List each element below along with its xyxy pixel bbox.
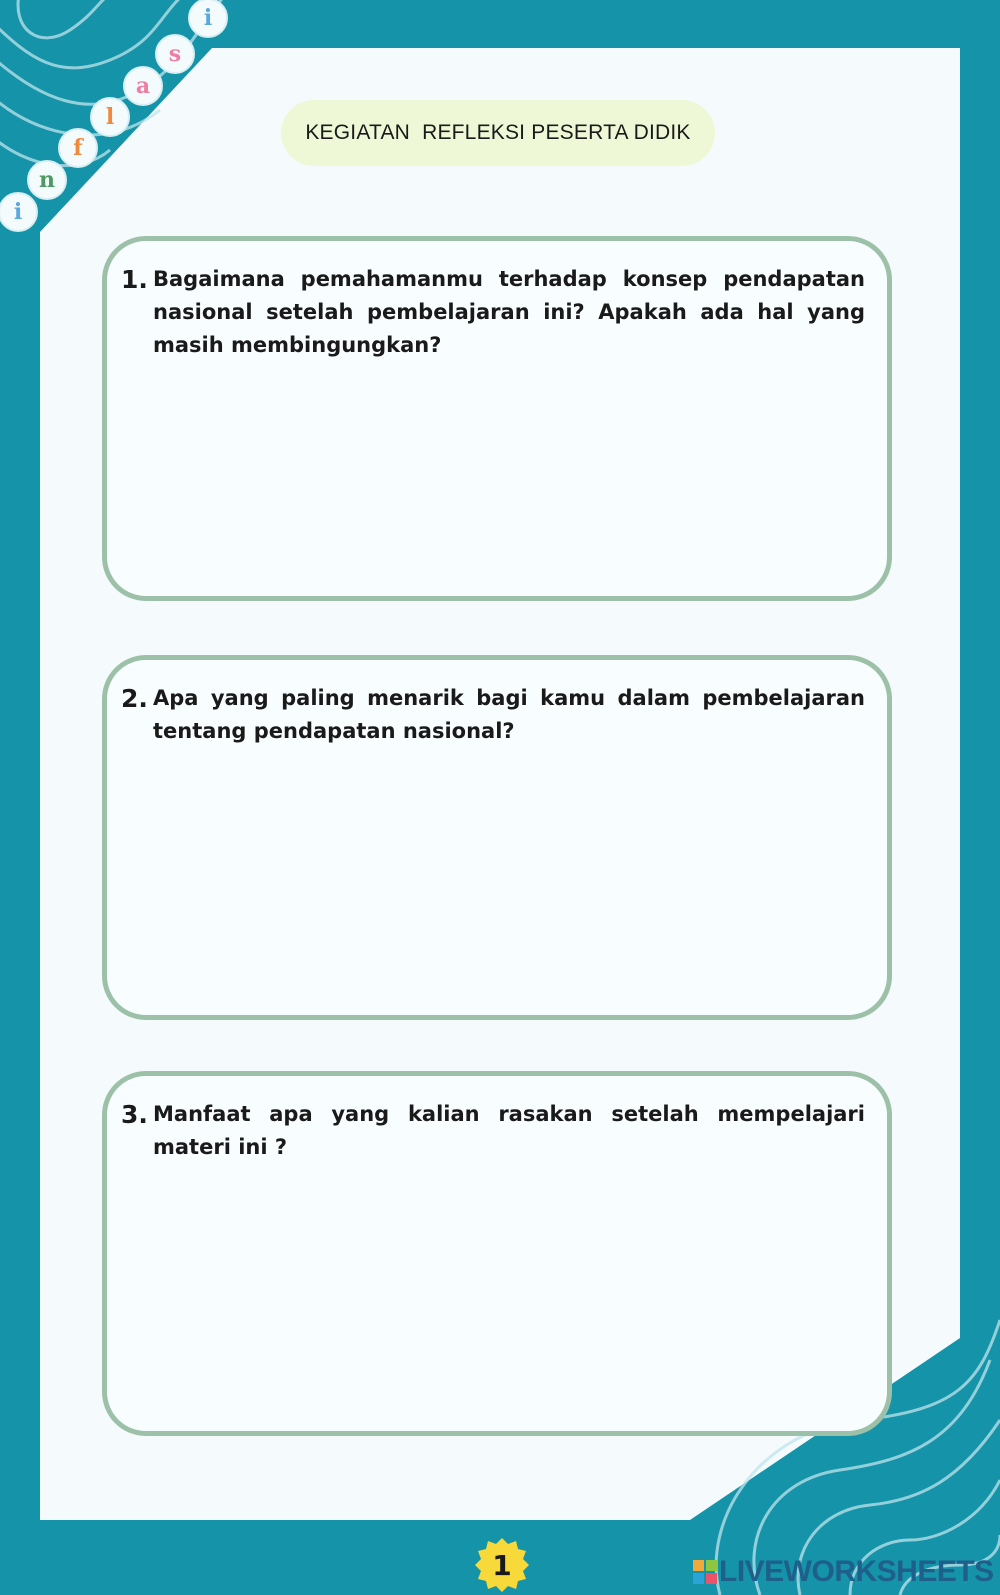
badge-letter-char: f	[73, 135, 83, 161]
question-answer-box-3[interactable]	[102, 1071, 892, 1436]
badge-letter	[155, 34, 195, 74]
badge-letter-char: a	[135, 73, 151, 99]
question-text: Apa yang paling menarik bagi kamu dalam pembelajaran tentang pendapatan nasional?	[153, 686, 865, 743]
badge-letter-char: n	[39, 167, 55, 193]
inflasi-corner-badge	[0, 0, 240, 240]
question-row	[121, 682, 865, 748]
badge-letter-char: i	[203, 5, 213, 31]
badge-letter	[0, 192, 38, 232]
title-banner	[281, 100, 715, 166]
question-text: Bagaimana pemahamanmu terhadap konsep pendapatan nasional setelah pembelajaran ini? Apakah ada hal yang masih membingungkan?	[153, 267, 865, 357]
badge-letter	[188, 0, 228, 38]
page-number-badge	[475, 1538, 529, 1592]
question-number: 1.	[121, 265, 148, 294]
brand-text: LIVEWORKSHEETS	[719, 1555, 994, 1588]
page-title: KEGIATAN REFLEKSI PESERTA DIDIK	[305, 121, 691, 144]
question-number: 2.	[121, 684, 148, 713]
page-number: 1	[492, 1548, 512, 1582]
question-text: Manfaat apa yang kalian rasakan setelah mempelajari materi ini ?	[153, 1102, 865, 1159]
badge-letter	[27, 160, 67, 200]
question-number: 3.	[121, 1100, 148, 1129]
badge-letter-char: i	[13, 199, 23, 225]
badge-letter	[123, 66, 163, 106]
badge-letter	[90, 97, 130, 137]
badge-letter-char: s	[168, 41, 182, 67]
liveworksheets-logo-icon	[693, 1560, 717, 1584]
badge-letter	[58, 128, 98, 168]
question-row	[121, 263, 865, 362]
question-row	[121, 1098, 865, 1164]
question-answer-box-1[interactable]	[102, 236, 892, 601]
question-answer-box-2[interactable]	[102, 655, 892, 1020]
badge-letter-char: l	[105, 104, 115, 130]
liveworksheets-brand	[693, 1555, 994, 1589]
